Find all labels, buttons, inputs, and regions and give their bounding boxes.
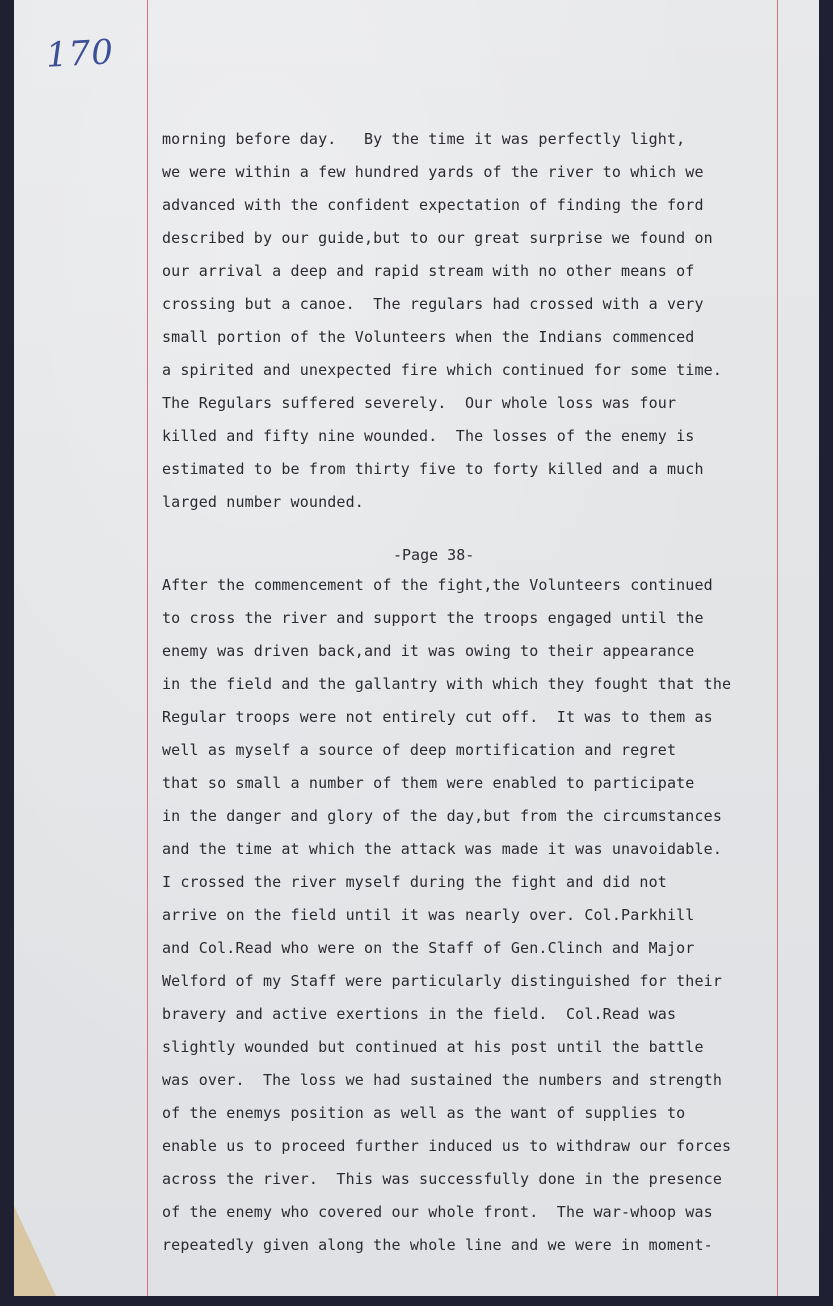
text-line: to cross the river and support the troops engaged until the xyxy=(162,609,704,627)
text-line: of the enemys position as well as the want of supplies to xyxy=(162,1104,686,1122)
text-line: enable us to proceed further induced us to withdraw our forces xyxy=(162,1137,732,1155)
text-line: bravery and active exertions in the field. Col.Read was xyxy=(162,1005,677,1023)
text-line: small portion of the Volunteers when the Indians commenced xyxy=(162,328,695,346)
text-line: of the enemy who covered our whole front. The war-whoop was xyxy=(162,1203,713,1221)
text-line: The Regulars suffered severely. Our whole loss was four xyxy=(162,394,677,412)
text-line: larged number wounded. xyxy=(162,493,364,511)
text-line: estimated to be from thirty five to forty killed and a much xyxy=(162,460,704,478)
text-line: killed and fifty nine wounded. The losses of the enemy is xyxy=(162,427,695,445)
text-line: described by our guide,but to our great surprise we found on xyxy=(162,229,713,247)
text-line: our arrival a deep and rapid stream with no other means of xyxy=(162,262,695,280)
text-line: across the river. This was successfully done in the presence xyxy=(162,1170,723,1188)
text-line: was over. The loss we had sustained the numbers and strength xyxy=(162,1071,723,1089)
text-line: crossing but a canoe. The regulars had crossed with a very xyxy=(162,295,704,313)
text-line: well as myself a source of deep mortification and regret xyxy=(162,741,677,759)
text-line: enemy was driven back,and it was owing to their appearance xyxy=(162,642,695,660)
text-line: that so small a number of them were enabled to participate xyxy=(162,774,695,792)
page-38-heading: -Page 38- xyxy=(393,546,475,564)
text-line: I crossed the river myself during the fight and did not xyxy=(162,873,667,891)
torn-corner xyxy=(14,1206,56,1296)
left-margin-rule xyxy=(147,0,148,1296)
text-line: arrive on the field until it was nearly over. Col.Parkhill xyxy=(162,906,695,924)
text-line: and Col.Read who were on the Staff of Gen.Clinch and Major xyxy=(162,939,695,957)
text-line: in the danger and glory of the day,but from the circumstances xyxy=(162,807,723,825)
handwritten-page-number: 170 xyxy=(44,32,115,76)
text-line: morning before day. By the time it was perfectly light, xyxy=(162,130,686,148)
text-line: and the time at which the attack was made it was unavoidable. xyxy=(162,840,723,858)
text-line: Welford of my Staff were particularly distinguished for their xyxy=(162,972,723,990)
text-line: repeatedly given along the whole line and we were in moment- xyxy=(162,1236,713,1254)
text-line: a spirited and unexpected fire which continued for some time. xyxy=(162,361,723,379)
text-line: in the field and the gallantry with which they fought that the xyxy=(162,675,732,693)
text-line: we were within a few hundred yards of the river to which we xyxy=(162,163,704,181)
text-line: advanced with the confident expectation of finding the ford xyxy=(162,196,704,214)
text-line: slightly wounded but continued at his post until the battle xyxy=(162,1038,704,1056)
text-line: Regular troops were not entirely cut off. It was to them as xyxy=(162,708,713,726)
text-line: After the commencement of the fight,the Volunteers continued xyxy=(162,576,713,594)
right-margin-rule xyxy=(777,0,778,1296)
